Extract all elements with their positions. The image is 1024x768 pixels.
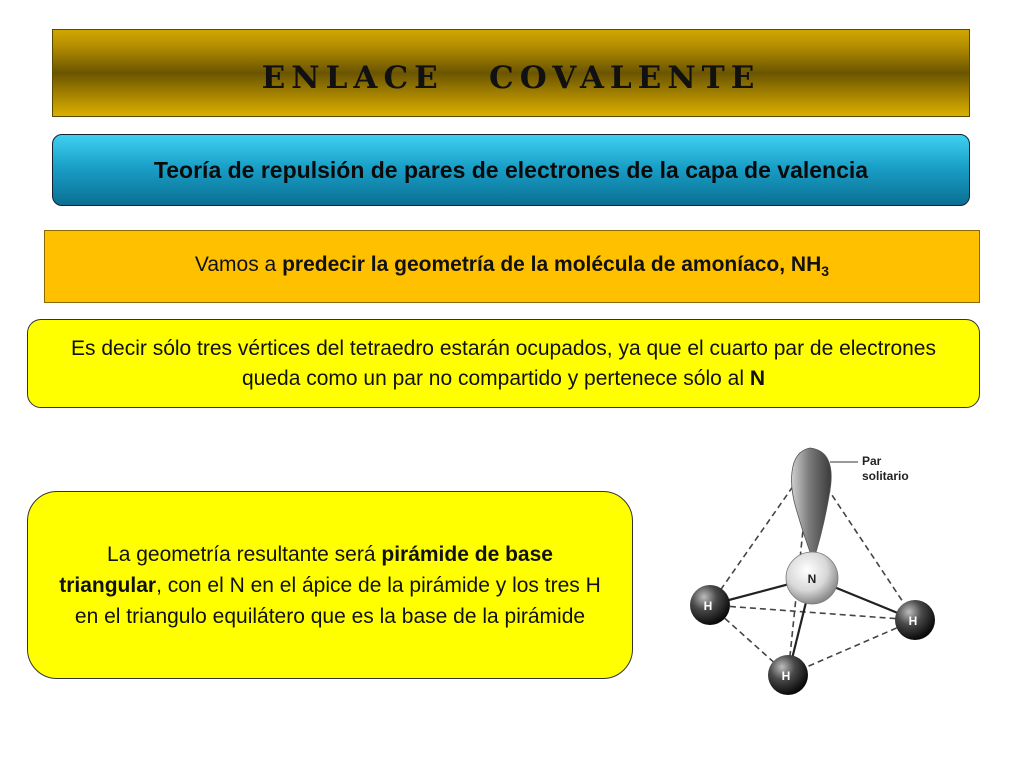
slide-subtitle: Teoría de repulsión de pares de electrones de la capa de valencia — [153, 156, 869, 183]
geometry-part2: , con el N en el ápice de la pirámide y los tres H en el triangulo equilátero que es la base de la pirámide — [74, 573, 601, 628]
vertices-end: N — [749, 366, 765, 390]
predict-prefix: Vamos a — [194, 253, 283, 277]
predict-subscript: 3 — [821, 263, 830, 280]
geometry-part1: La geometría resultante será — [107, 542, 382, 566]
predict-bold: predecir la geometría de la molécula de amoníaco, NH — [282, 253, 822, 277]
hydrogen-label-left: H — [703, 599, 713, 613]
lone-pair-lobe — [792, 448, 832, 562]
hydrogen-label-bottom: H — [781, 669, 791, 683]
hydrogen-label-right: H — [908, 614, 918, 628]
title-bar — [52, 29, 970, 117]
geometry-box — [27, 491, 633, 679]
ammonia-molecule-figure — [670, 430, 970, 720]
vertices-box — [27, 319, 980, 408]
ammonia-molecule-svg — [670, 430, 970, 720]
nitrogen-label: N — [807, 572, 817, 586]
slide-title: enlace covalente — [261, 47, 761, 99]
lone-pair-label-line2: solitario — [862, 469, 909, 483]
subtitle-bar — [52, 134, 970, 206]
vertices-text — [58, 334, 949, 394]
geometry-bold: pirámide de base triangular — [59, 542, 553, 597]
geometry-text — [54, 539, 606, 632]
predict-text — [195, 253, 829, 279]
vertices-main: Es decir sólo tres vértices del tetraedro estarán ocupados, ya que el cuarto par de electrones queda como un par no compartido y pertenece sólo al — [71, 336, 936, 390]
lone-pair-label-line1: Par — [862, 454, 882, 468]
predict-box — [44, 230, 980, 303]
